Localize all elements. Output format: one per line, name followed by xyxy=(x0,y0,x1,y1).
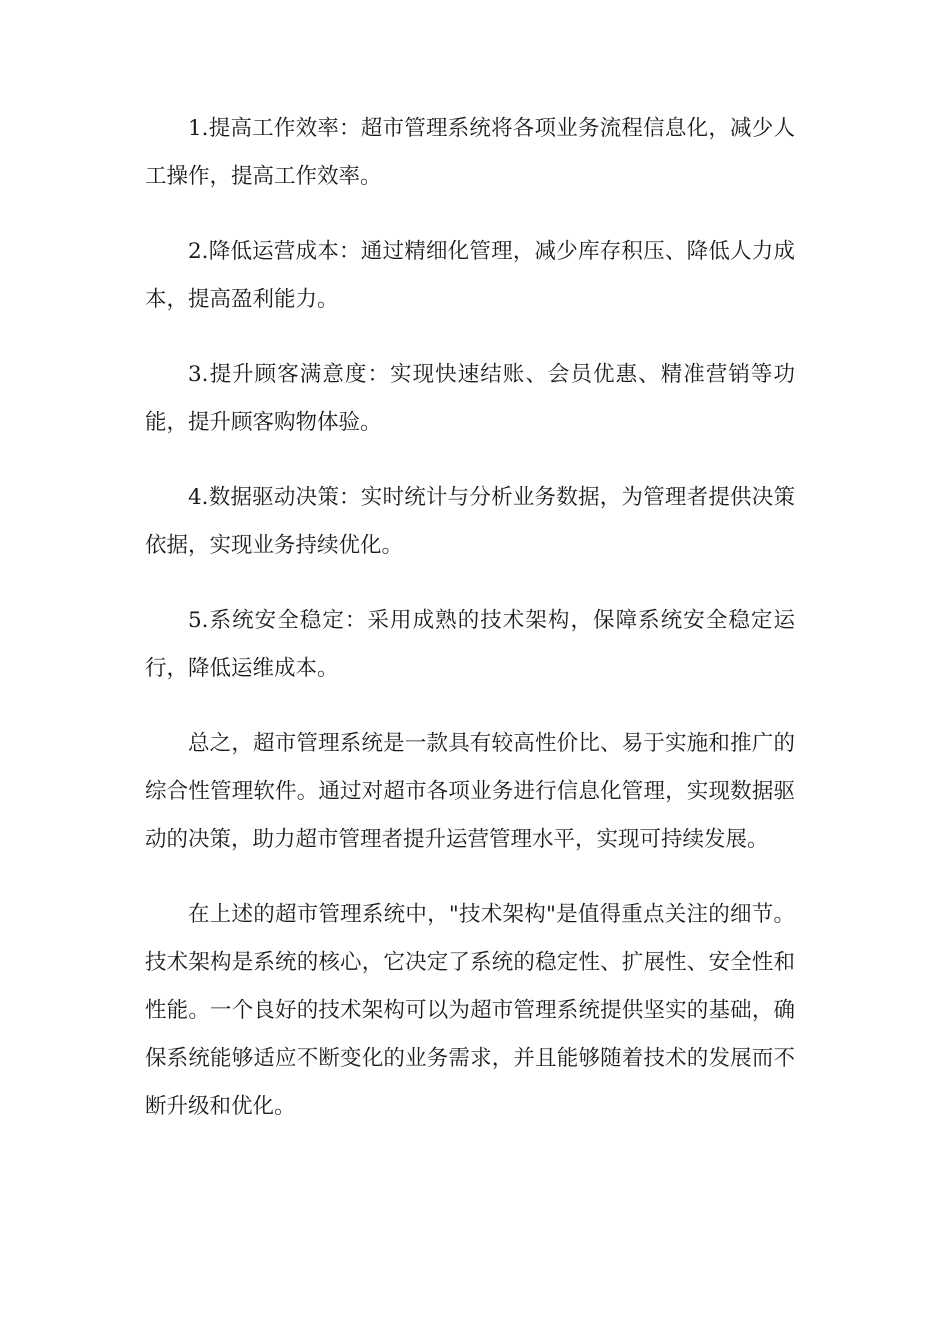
paragraph-efficiency: 1.提高工作效率：超市管理系统将各项业务流程信息化，减少人工操作，提高工作效率。 xyxy=(145,116,795,189)
paragraph-summary: 总之，超市管理系统是一款具有较高性价比、易于实施和推广的综合性管理软件。通过对超市各项业务进行信息化管理，实现数据驱动的决策，助力超市管理者提升运营管理水平，实现可持续发展。 xyxy=(145,731,795,852)
paragraph-architecture: 在上述的超市管理系统中，"技术架构"是值得重点关注的细节。技术架构是系统的核心，它决定了系统的稳定性、扩展性、安全性和性能。一个良好的技术架构可以为超市管理系统提供坚实的基础，确保系统能够适应不断变化的业务需求，并且能够随着技术的发展而不断升级和优化。 xyxy=(145,902,795,1119)
paragraph-security: 5.系统安全稳定：采用成熟的技术架构，保障系统安全稳定运行，降低运维成本。 xyxy=(145,608,795,681)
document-body xyxy=(145,105,795,1131)
paragraph-data-driven: 4.数据驱动决策：实时统计与分析业务数据，为管理者提供决策依据，实现业务持续优化。 xyxy=(145,485,795,558)
paragraph-satisfaction: 3.提升顾客满意度：实现快速结账、会员优惠、精准营销等功能，提升顾客购物体验。 xyxy=(145,362,795,435)
paragraph-cost: 2.降低运营成本：通过精细化管理，减少库存积压、降低人力成本，提高盈利能力。 xyxy=(145,239,795,312)
